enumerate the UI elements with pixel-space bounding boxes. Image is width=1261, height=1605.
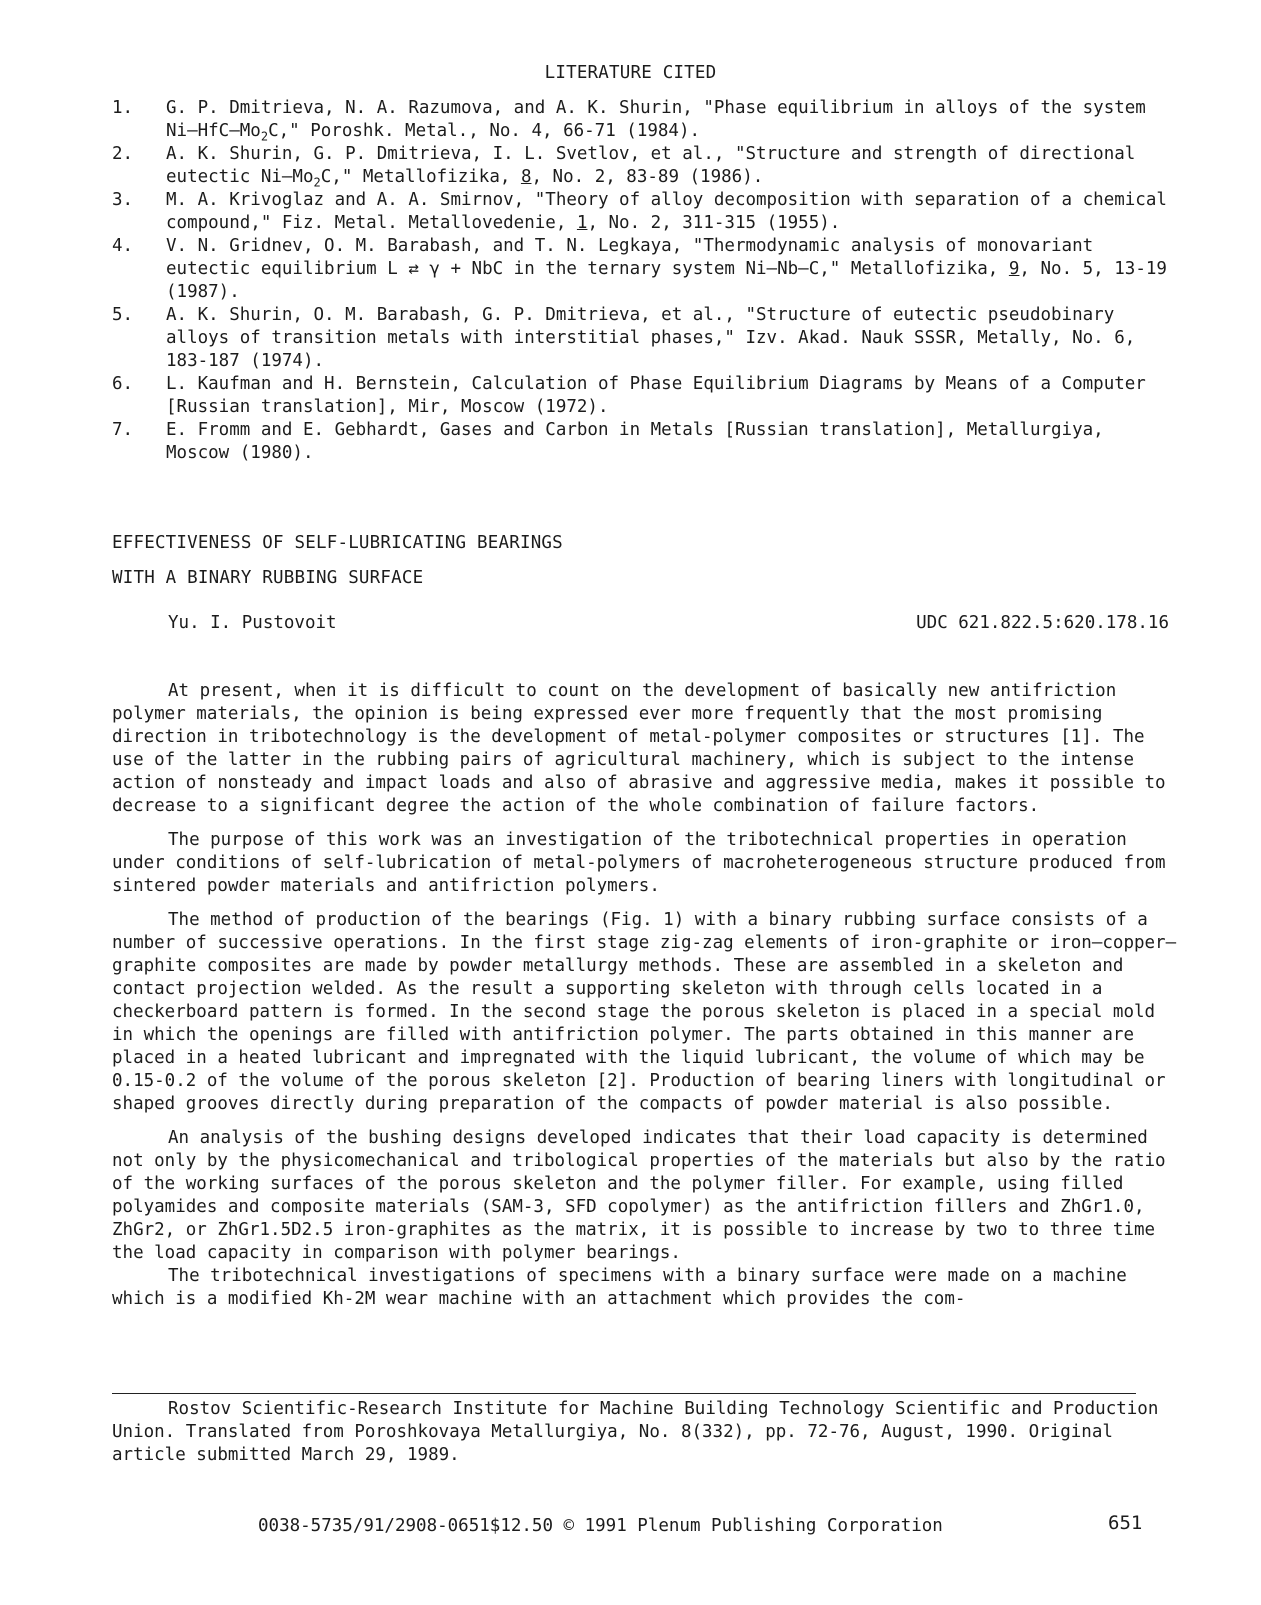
article-title: [112, 532, 1012, 602]
reference-item: [112, 235, 1192, 304]
reference-item: [112, 189, 1192, 235]
publication-code: 0038-5735/91/2908-0651$12.50 © 1991 Plenum Publishing Corporation: [258, 1516, 943, 1536]
body-paragraph: At present, when it is difficult to count on the development of basically new antifriction polymer materials, the opinion is being expressed ever more frequently that the most promising direction in tribotechnology is the development of metal-polymer composites or structures [1]. The use of the latter in the rubbing pairs of agricultural machinery, which is subject to the intense action of nonsteady and impact loads and also of abrasive and aggressive media, makes it possible to decrease to a significant degree the action of the whole combination of failure factors.: [112, 681, 1166, 816]
udc-code: UDC 621.822.5:620.178.16: [916, 613, 1169, 633]
page-number: 651: [1108, 1512, 1143, 1534]
reference-number: 1.: [112, 98, 134, 118]
reference-number: 3.: [112, 190, 134, 210]
affiliation-footnote: Rostov Scientific-Research Institute for Machine Building Technology Scientific and Production Union. Translated from Poroshkovaya Metallurgiya, No. 8(332), pp. 72-76, August, 1990. Original article submitted March 29, 1989.: [112, 1399, 1159, 1465]
reference-text: A. K. Shurin, G. P. Dmitrieva, I. L. Svetlov, et al., "Structure and strength of directional eutectic $Ni—Mo_2C$," Metallofizika, 8, No. 2, 83-89 (1986).: [166, 144, 1136, 190]
body-paragraph: An analysis of the bushing designs developed indicates that their load capacity is determined not only by the physicomechanical and tribological properties of the materials but also by the ratio of the working surfaces of the porous skeleton and the polymer filler. For example, using filled polyamides and composite materials (SAM-3, SFD copolymer) as the antifriction fillers and ZhGr1.0, ZhGr2, or ZhGr1.5D2.5 iron-graphites as the matrix, it is possible to increase by two to three time the load capacity in comparison with polymer bearings.: [112, 1128, 1166, 1263]
title-line: EFFECTIVENESS OF SELF-LUBRICATING BEARINGS: [112, 533, 563, 553]
reference-item: [112, 97, 1192, 143]
reference-item: [112, 419, 1192, 465]
page-footer: [0, 1512, 1261, 1541]
body-paragraph: The tribotechnical investigations of specimens with a binary surface were made on a machine which is a modified Kh-2M wear machine with an attachment which provides the com-: [112, 1266, 1127, 1309]
reference-item: [112, 373, 1192, 419]
reference-number: 6.: [112, 374, 134, 394]
footnote-divider: [112, 1393, 1136, 1394]
reference-number: 5.: [112, 305, 134, 325]
literature-cited-heading: LITERATURE CITED: [544, 63, 717, 83]
reference-text: A. K. Shurin, O. M. Barabash, G. P. Dmitrieva, et al., "Structure of eutectic pseudobinary alloys of transition metals with interstitial phases," Izv. Akad. Nauk SSSR, Metally, No. 6, 183-187 (1974).: [166, 305, 1136, 371]
reference-number: 7.: [112, 420, 134, 440]
reference-text: L. Kaufman and H. Bernstein, Calculation of Phase Equilibrium Diagrams by Means of a Computer [Russian translation], Mir, Moscow (1972).: [166, 374, 1146, 417]
reference-text: V. N. Gridnev, O. M. Barabash, and T. N. Legkaya, "Thermodynamic analysis of monovariant eutectic equilibrium L ⇄ γ + NbC in the ternary system Ni—Nb—C," Metallofizika, 9, No. 5, 13-19 (1987).: [166, 236, 1167, 302]
reference-text: G. P. Dmitrieva, N. A. Razumova, and A. K. Shurin, "Phase equilibrium in alloys of the system $Ni—HfC—Mo_2C$," Poroshk. Metal., No. 4, 66-71 (1984).: [166, 98, 1146, 144]
reference-text: E. Fromm and E. Gebhardt, Gases and Carbon in Metals [Russian translation], Metallurgiya, Moscow (1980).: [166, 420, 1104, 463]
author-name: Yu. I. Pustovoit: [168, 613, 337, 633]
article-body: [112, 680, 1182, 1311]
reference-text: M. A. Krivoglaz and A. A. Smirnov, "Theory of alloy decomposition with separation of a chemical compound," Fiz. Metal. Metallovedenie, 1, No. 2, 311-315 (1955).: [166, 190, 1167, 233]
reference-number: 2.: [112, 144, 134, 164]
reference-list: [112, 97, 1192, 465]
reference-item: [112, 304, 1192, 373]
reference-number: 4.: [112, 236, 134, 256]
title-line: WITH A BINARY RUBBING SURFACE: [112, 568, 424, 588]
body-paragraph: The method of production of the bearings (Fig. 1) with a binary rubbing surface consists of a number of successive operations. In the first stage zig-zag elements of iron-graphite or iron—copper—graphite composites are made by powder metallurgy methods. These are assembled in a skeleton and contact projection welded. As the result a supporting skeleton with through cells located in a checkerboard pattern is formed. In the second stage the porous skeleton is placed in a special mold in which the openings are filled with antifriction polymer. The parts obtained in this manner are placed in a heated lubricant and impregnated with the liquid lubricant, the volume of which may be 0.15-0.2 of the volume of the porous skeleton [2]. Production of bearing liners with longitudinal or shaped grooves directly during preparation of the compacts of powder material is also possible.: [112, 910, 1177, 1114]
body-paragraph: The purpose of this work was an investigation of the tribotechnical properties in operation under conditions of self-lubrication of metal-polymers of macroheterogeneous structure produced from sintered powder materials and antifriction polymers.: [112, 830, 1166, 896]
reference-item: [112, 143, 1192, 189]
